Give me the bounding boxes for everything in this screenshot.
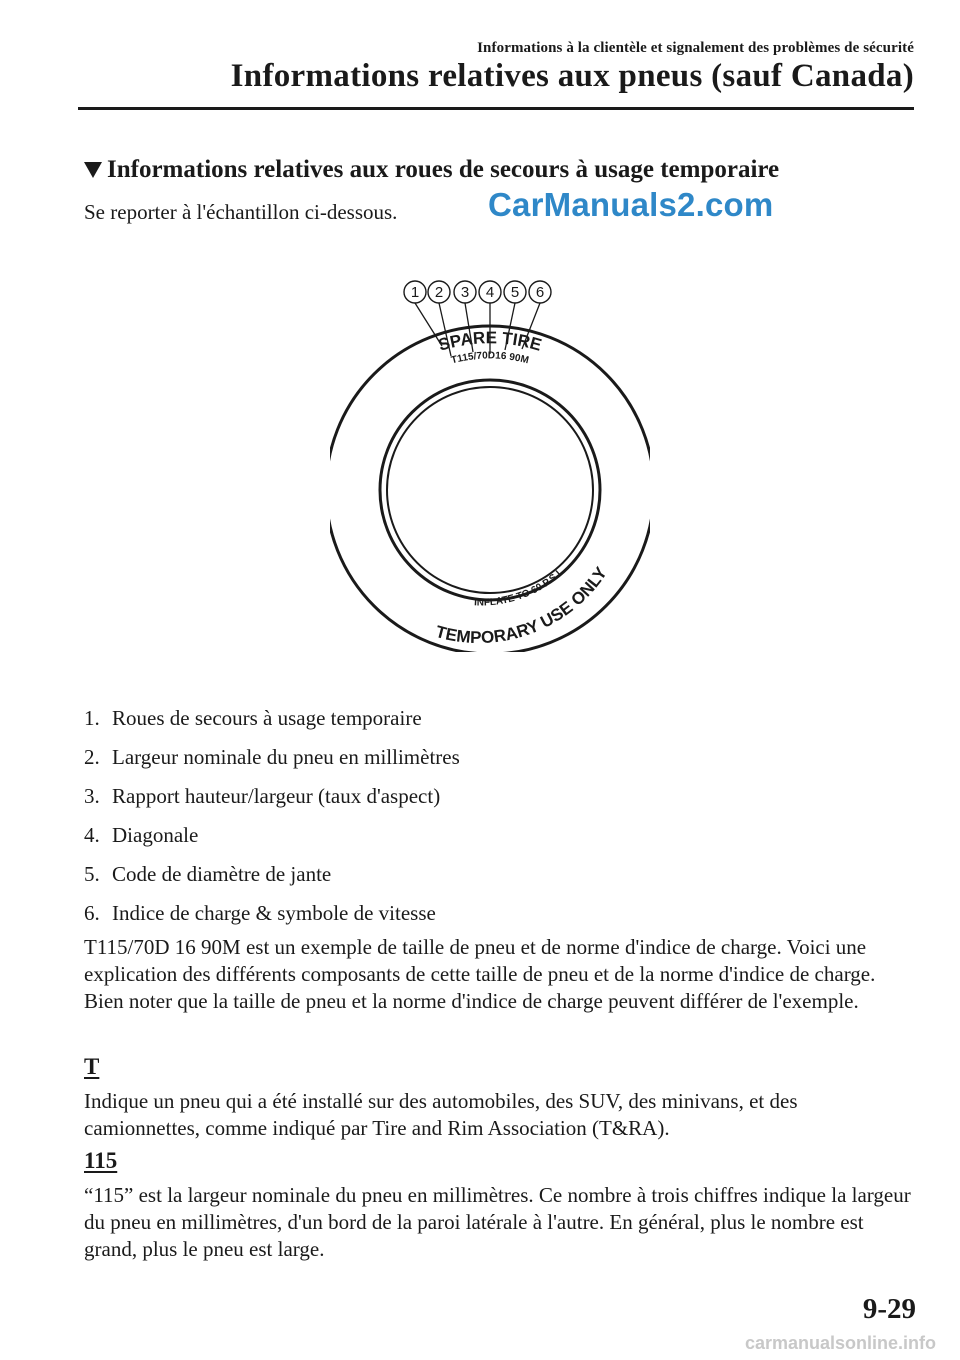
callout-1: 1 (410, 284, 420, 301)
example-paragraph: T115/70D 16 90M est un exemple de taille de pneu et de norme d'indice de charge. Voici une explication des différents composants de cette taille de pneu et de la norme d'indice de charge. Bien noter que la taille de pneu et la norme d'indice de charge peuvent différer de l'exemple. (84, 935, 876, 1013)
svg-text:TEMPORARY USE ONLY (434, 563, 612, 647)
header-rule (78, 107, 914, 110)
list-item-number: 2. (84, 745, 100, 769)
term-description-t: Indique un pneu qui a été installé sur des automobiles, des SUV, des minivans, et des camionnettes, comme indiqué par Tire and Rim Association (T&RA). (84, 1089, 798, 1140)
list-item-number: 5. (84, 862, 100, 886)
list-item (84, 899, 460, 938)
callout-circles (404, 281, 551, 303)
header-title: Informations relatives aux pneus (sauf Canada) (230, 58, 914, 94)
list-item (84, 704, 460, 743)
watermark: CarManuals2.com (488, 186, 774, 223)
list-item-number: 3. (84, 784, 100, 808)
list-item-text: Indice de charge & symbole de vitesse (112, 901, 436, 925)
term-description-115: “115” est la largeur nominale du pneu en millimètres. Ce nombre à trois chiffres indique la largeur du pneu en millimètres, d'un bord de la paroi latérale à l'autre. En général, plus le nombre est grand, plus le pneu est large. (84, 1183, 911, 1261)
tire-text-temporary-use: TEMPORARY USE ONLY (433, 563, 611, 648)
legend-list (84, 704, 460, 938)
list-item-text: Largeur nominale du pneu en millimètres (112, 745, 460, 769)
footer-watermark: carmanualsonline.info (744, 1333, 936, 1353)
list-item (84, 743, 460, 782)
term-heading-115: 115 (84, 1148, 118, 1173)
list-item-number: 4. (84, 823, 100, 847)
tire-text-size: T115/70D16 90M (450, 350, 530, 367)
list-item (84, 821, 460, 860)
callout-5: 5 (510, 284, 520, 301)
list-item-text: Roues de secours à usage temporaire (112, 706, 422, 730)
tire-diagram-svg (330, 272, 650, 652)
triangle-bullet-icon (84, 162, 102, 178)
list-item-number: 1. (84, 706, 100, 730)
list-item-text: Code de diamètre de jante (112, 862, 332, 886)
tire-rim-inner (387, 387, 593, 593)
list-item-number: 6. (84, 901, 100, 925)
section-title-text: Informations relatives aux roues de secours à usage temporaire (107, 156, 780, 183)
tire-text-inflate: INFLATE TO 60 P.S.I. (473, 567, 566, 609)
list-item (84, 782, 460, 821)
term-heading-t: T (84, 1054, 100, 1079)
section-title (84, 156, 779, 184)
tire-text-spare-tire: SPARE TIRE (436, 328, 544, 355)
callout-2: 2 (434, 284, 444, 301)
tire-diagram (330, 272, 650, 652)
section-intro: Se reporter à l'échantillon ci-dessous. (84, 200, 398, 224)
svg-text:T115/70D16 90M (450, 350, 530, 366)
list-item (84, 860, 460, 899)
header-subtitle: Informations à la clientèle et signalement des problèmes de sécurité (477, 40, 914, 56)
page-number: 9-29 (862, 1293, 916, 1325)
callout-3: 3 (460, 284, 470, 301)
callout-6: 6 (535, 284, 545, 301)
callout-4: 4 (485, 284, 495, 301)
tire-rim-outer (380, 380, 600, 600)
list-item-text: Rapport hauteur/largeur (taux d'aspect) (112, 784, 441, 808)
list-item-text: Diagonale (112, 823, 199, 847)
